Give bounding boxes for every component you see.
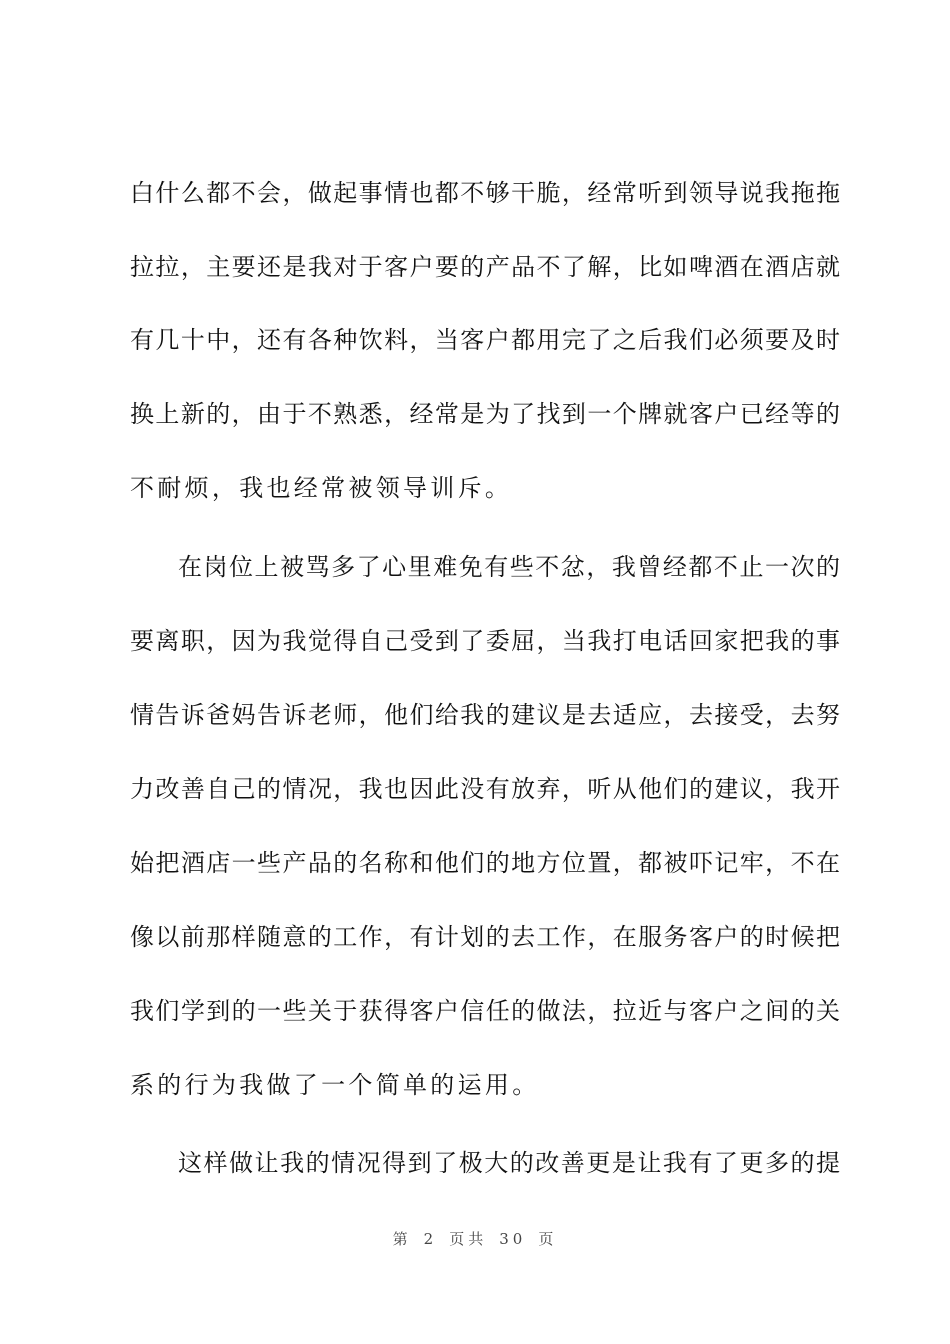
page-footer [0, 1227, 950, 1251]
text-line-8: 情告诉爸妈告诉老师，他们给我的建议是去适应，去接受，去努 [130, 701, 840, 729]
footer-total-pages: 30 [499, 1230, 527, 1248]
text-line-12: 我们学到的一些关于获得客户信任的做法，拉近与客户之间的关 [130, 997, 840, 1025]
text-line-5: 不耐烦，我也经常被领导训斥。 [130, 474, 513, 502]
text-line-4: 换上新的，由于不熟悉，经常是为了找到一个牌就客户已经等的 [130, 400, 840, 428]
footer-prefix: 第 [392, 1230, 412, 1248]
text-line-10: 始把酒店一些产品的名称和他们的地方位置，都被吓记牢，不在 [130, 849, 840, 877]
text-line-11: 像以前那样随意的工作，有计划的去工作，在服务客户的时候把 [130, 923, 840, 951]
text-line-3: 有几十中，还有各种饮料，当客户都用完了之后我们必须要及时 [130, 326, 840, 354]
footer-suffix: 页 [538, 1230, 558, 1248]
text-line-1: 白什么都不会，做起事情也都不够干脆，经常听到领导说我拖拖 [130, 179, 840, 207]
footer-middle: 页共 [449, 1230, 488, 1248]
footer-page-number: 2 [423, 1230, 438, 1248]
text-line-2: 拉拉，主要还是我对于客户要的产品不了解，比如啤酒在酒店就 [130, 253, 840, 281]
text-line-14: 这样做让我的情况得到了极大的改善更是让我有了更多的提 [178, 1149, 840, 1177]
text-line-6: 在岗位上被骂多了心里难免有些不忿，我曾经都不止一次的 [178, 553, 840, 581]
text-line-13: 系的行为我做了一个简单的运用。 [130, 1071, 540, 1099]
text-line-7: 要离职，因为我觉得自己受到了委屈，当我打电话回家把我的事 [130, 627, 840, 655]
text-line-9: 力改善自己的情况，我也因此没有放弃，听从他们的建议，我开 [130, 775, 840, 803]
